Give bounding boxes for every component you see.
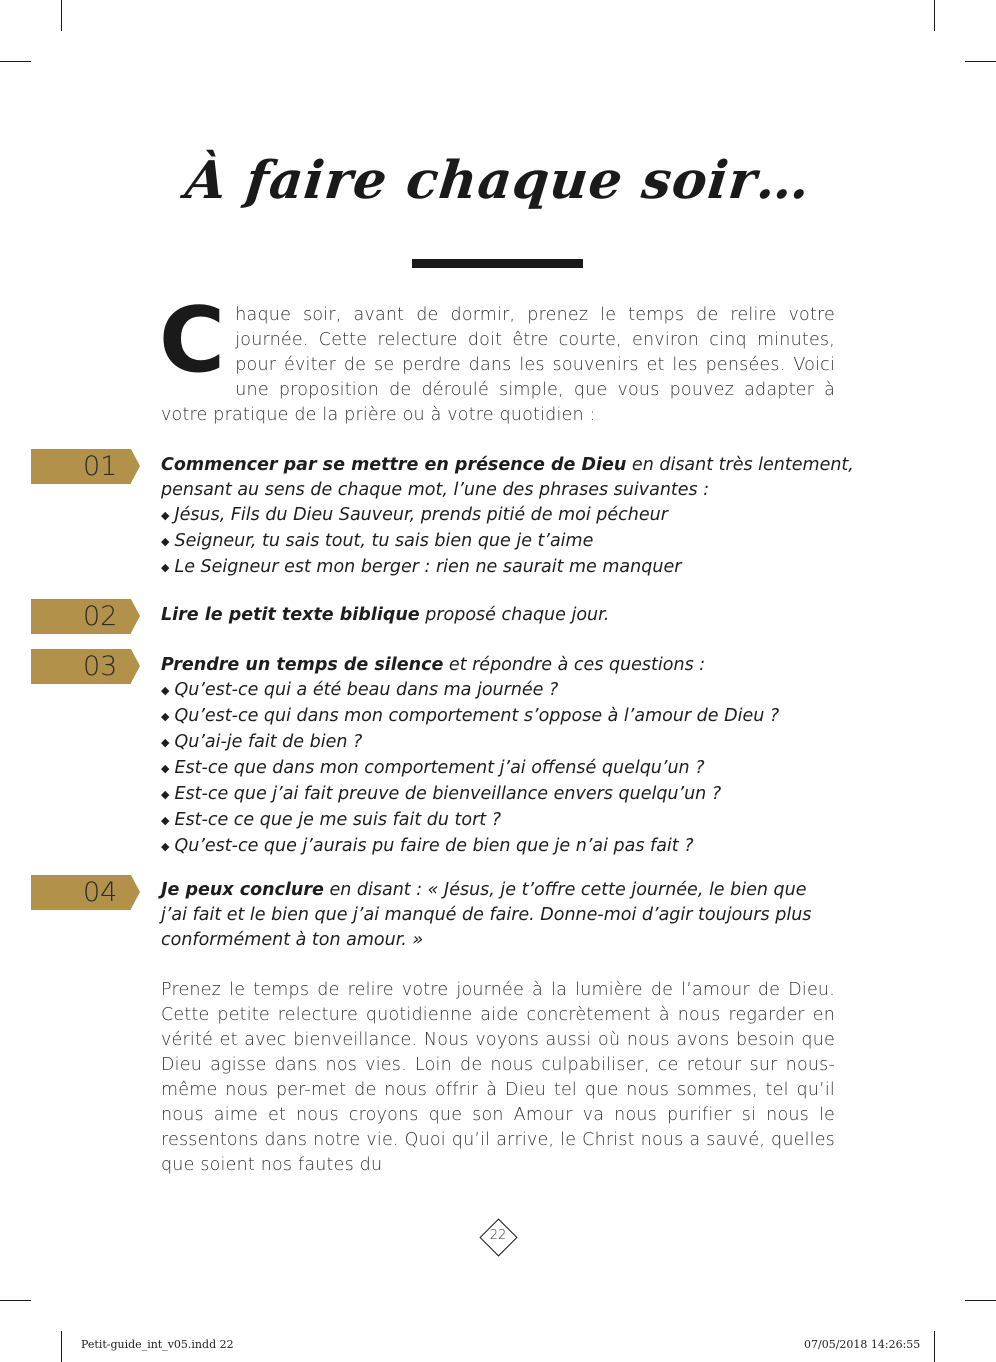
list-item: ◆ Jésus, Fils du Dieu Sauveur, prends pitié de moi pécheur — [161, 505, 668, 525]
page-title: À faire chaque soir… — [182, 150, 814, 211]
list-item: ◆ Qu’est-ce qui dans mon comportement s’oppose à l’amour de Dieu ? — [161, 706, 780, 726]
step-3 — [161, 653, 841, 860]
diamond-bullet-icon: ◆ — [161, 684, 170, 697]
diamond-bullet-icon: ◆ — [161, 535, 170, 548]
footer-timestamp: 07/05/2018 14:26:55 — [804, 1338, 921, 1351]
diamond-bullet-icon: ◆ — [161, 736, 170, 749]
diamond-bullet-icon: ◆ — [161, 509, 170, 522]
footer-filename: Petit-guide_int_v05.indd 22 — [81, 1338, 234, 1351]
step-2 — [161, 603, 841, 628]
step-heading: Prendre un temps de silence — [161, 655, 444, 675]
diamond-bullet-icon: ◆ — [161, 840, 170, 853]
step-number-tag: 03 — [31, 649, 131, 684]
crop-mark — [61, 0, 62, 31]
crop-mark — [0, 1300, 31, 1301]
step-text: pensant au sens de chaque mot, l’une des phrases suivantes : — [161, 480, 710, 500]
drop-cap: C — [159, 288, 226, 393]
intro-text: haque soir, avant de dormir, prenez le temps de relire votre journée. Cette relecture doit être courte, environ cinq minutes, pour éviter de se perdre dans les souvenirs et les pensées. Voici une proposition de déroulé simple, que vous pouvez adapter à votre pratique de la prière ou à votre quotidien : — [161, 305, 835, 425]
list-item: ◆ Est-ce que dans mon comportement j’ai offensé quelqu’un ? — [161, 758, 705, 778]
step-number-tag: 01 — [31, 449, 131, 484]
crop-mark — [965, 1300, 996, 1301]
crop-mark — [61, 1331, 62, 1362]
diamond-bullet-icon: ◆ — [161, 788, 170, 801]
crop-mark — [934, 1331, 935, 1362]
list-item: ◆ Le Seigneur est mon berger : rien ne saurait me manquer — [161, 557, 682, 577]
step-number-tag: 04 — [31, 875, 131, 910]
list-item: ◆ Qu’est-ce que j’aurais pu faire de bien que je n’ai pas fait ? — [161, 836, 694, 856]
list-item: ◆ Qu’ai-je fait de bien ? — [161, 732, 363, 752]
step-heading: Commencer par se mettre en présence de Dieu — [161, 455, 627, 475]
crop-mark — [934, 0, 935, 31]
list-item: ◆ Seigneur, tu sais tout, tu sais bien que je t’aime — [161, 531, 594, 551]
step-text: et répondre à ces questions : — [443, 655, 706, 675]
step-4 — [161, 878, 841, 953]
closing-paragraph: Prenez le temps de relire votre journée à la lumière de l’amour de Dieu. Cette petite relecture quotidienne aide concrètement à nous regarder en vérité et avec bienveillance. Nous voyons aussi où nous avons besoin que Dieu agisse dans nos vies. Loin de nous culpabiliser, ce retour sur nous-même nous per-met de nous offrir à Dieu tel que nous sommes, tel qu’il nous aime et nous croyons que son Amour va nous purifier si nous le ressentons dans notre vie. Quoi qu’il arrive, le Christ nous a sauvé, quelles que soient nos fautes du — [161, 980, 835, 1175]
list-item: ◆ Qu’est-ce qui a été beau dans ma journée ? — [161, 680, 559, 700]
step-text: j’ai fait et le bien que j’ai manqué de faire. Donne-moi d’agir toujours plus — [161, 905, 812, 925]
step-text: proposé chaque jour. — [419, 605, 610, 625]
title-underline — [412, 259, 583, 268]
crop-mark — [965, 61, 996, 62]
list-item: ◆ Est-ce ce que je me suis fait du tort ? — [161, 810, 501, 830]
step-text: en disant très lentement, — [626, 455, 854, 475]
diamond-bullet-icon: ◆ — [161, 561, 170, 574]
step-text: conformément à ton amour. » — [161, 930, 424, 950]
step-number-tag: 02 — [31, 599, 131, 634]
crop-mark — [0, 61, 31, 62]
page-number: 22 — [489, 1228, 507, 1243]
step-1 — [161, 453, 854, 581]
list-item: ◆ Est-ce que j’ai fait preuve de bienveillance envers quelqu’un ? — [161, 784, 722, 804]
diamond-bullet-icon: ◆ — [161, 814, 170, 827]
diamond-bullet-icon: ◆ — [161, 710, 170, 723]
diamond-bullet-icon: ◆ — [161, 762, 170, 775]
step-heading: Lire le petit texte biblique — [161, 605, 420, 625]
step-text: en disant : « Jésus, je t’offre cette journée, le bien que — [323, 880, 807, 900]
intro-paragraph — [159, 288, 835, 428]
step-heading: Je peux conclure — [161, 880, 324, 900]
